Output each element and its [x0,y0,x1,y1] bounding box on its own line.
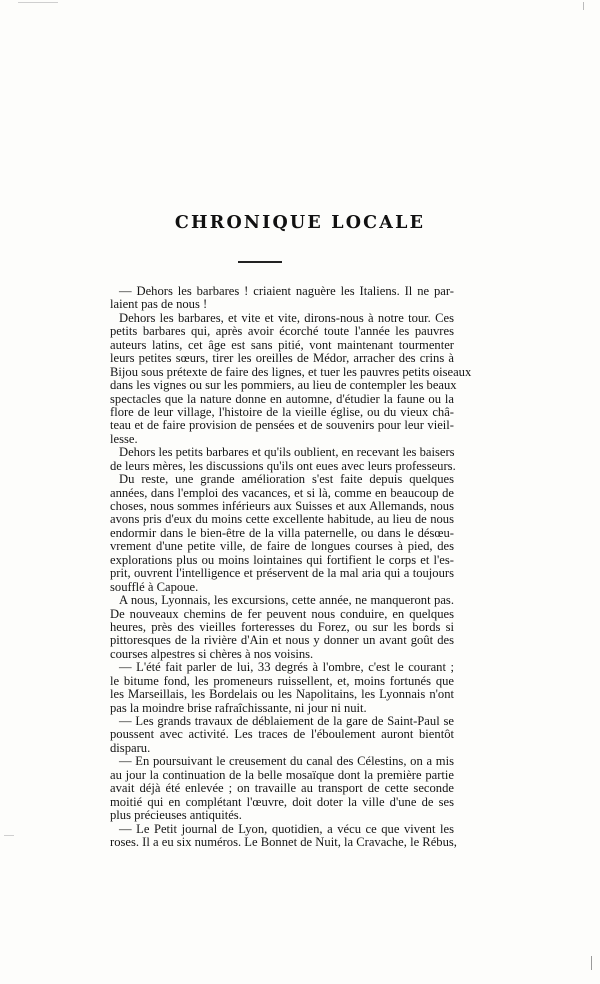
title-rule [238,261,282,263]
text-line: choses, nous sommes inférieurs aux Suisses et aux Allemands, nous [110,499,454,513]
text-line: prit, ouvrent l'intelligence et préservent de la mal aria qui a toujours [110,566,454,581]
text-line: disparu. [110,740,151,755]
page-title: CHRONIQUE LOCALE [174,213,426,233]
text-line: — Le Petit journal de Lyon, quotidien, a vécu ce que vivent les [119,821,454,836]
text-line: De nouveaux chemins de fer peuvent nous conduire, en quelques [110,606,454,621]
text-line: endormir dans le bien-être de la villa paternelle, ou dans le désœu- [110,525,454,540]
text-line: pittoresques de la rivière d'Ain et nous y donner un avant goût des [110,633,454,648]
text-line: roses. Il a eu six numéros. Le Bonnet de Nuit, la Cravache, le Rébus, [110,834,457,849]
text-line: spectacles que la nature donne en automne, d'étudier la faune ou la [110,391,454,406]
text-line: Bijou sous prétexte de faire des lignes, et tuer les pauvres petits oiseaux [110,364,472,379]
text-line: — L'été fait parler de lui, 33 degrés à l'ombre, c'est le courant ; [119,660,454,675]
text-line: petits barbares qui, après avoir écorché toute l'année les pauvres [110,324,454,339]
text-line: années, dans l'emploi des vacances, et si là, comme en beaucoup de [110,485,454,500]
text-line: flore de leur village, l'histoire de la vieille église, ou du vieux châ- [110,404,454,419]
text-line: teau et de faire provision de pensées et de souvenirs pour leur vieil- [110,418,454,433]
text-line: — En poursuivant le creusement du canal des Célestins, on a mis [119,754,454,769]
text-line: avons pris d'eux du moins cette excellente habitude, au lieu de nous [110,512,454,527]
text-line: dans les vignes ou sur les pommiers, au lieu de contempler les beaux [110,378,457,393]
text-line: Du reste, une grande amélioration s'est faite depuis quelques [119,472,454,487]
text-line: laient pas de nous ! [110,297,208,312]
text-line: leurs petites sœurs, tirer les oreilles de Médor, arracher des crins à [110,351,454,366]
text-line: Dehors les barbares, et vite et vite, dirons-nous à notre tour. Ces [119,310,454,325]
text-line: — Dehors les barbares ! criaient naguère les Italiens. Il ne par- [119,284,454,298]
scan-speck [18,2,58,3]
text-line: les Marseillais, les Bordelais ou les Napolitains, les Lyonnais n'ont [110,687,454,702]
text-line: A nous, Lyonnais, les excursions, cette année, ne manqueront pas. [119,593,454,608]
text-line: poussent avec activité. Les traces de l'éboulement auront bientôt [110,727,454,742]
scan-speck [591,956,592,970]
text-line: avait déjà été enlevée ; on travaille au transport de cette seconde [110,781,454,796]
text-line: — Les grands travaux de déblaiement de la gare de Saint-Paul se [119,714,454,728]
text-line: moitié qui en complétant l'œuvre, doit doter la ville d'une de ses [110,794,454,809]
text-line: plus précieuses antiquités. [110,808,242,823]
text-line: de leurs mères, les discussions qu'ils ont eues avec leurs professeurs. [110,458,456,473]
text-line: vrement d'une petite ville, de faire de longues courses à pied, des [110,539,454,554]
text-line: le bitume fond, les promeneurs ruissellent, et, moins fortunés que [110,673,454,688]
text-line: explorations plus ou moins lointaines qui fortifient le corps et l'es- [110,552,454,567]
article-body [110,284,472,849]
text-line: courses alpestres si chères à nos voisins. [110,646,314,661]
text-line: soufflé à Capoue. [110,579,199,594]
text-line: pas la moindre brise rafraîchissante, ni jour ni nuit. [110,700,367,715]
text-line: heures, près des vieilles forteresses du Forez, ou sur les bords si [110,619,454,634]
text-line: au jour la continuation de la belle mosaïque dont la première partie [110,767,454,782]
text-line: Dehors les petits barbares et qu'ils oublient, en recevant les baisers [119,445,455,460]
text-line: lesse. [110,431,138,446]
scan-speck [583,2,584,10]
scan-speck [4,835,14,836]
text-line: auteurs latins, cet âge est sans pitié, vont maintenant tourmenter [110,337,454,352]
